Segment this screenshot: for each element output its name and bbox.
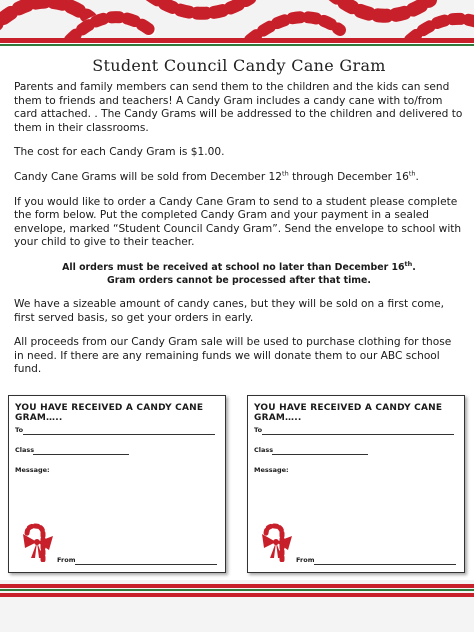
order-instructions-paragraph: If you would like to order a Candy Cane Gram to send to a student please complete the form below. Put the completed Candy Gram and your payment in a sealed envelope, marked “Student Council Candy Gram”. Send the envelope to school with your child to give to their teacher. [14, 195, 462, 249]
from-line[interactable] [75, 564, 217, 565]
header-red-stripe [0, 38, 474, 43]
page-title: Student Council Candy Cane Gram [92, 56, 386, 75]
header-candy-cane-band [0, 0, 474, 38]
footer-red-stripe-2 [0, 593, 474, 597]
message-label: Message: [254, 466, 289, 474]
class-line[interactable] [33, 454, 129, 455]
from-label: From [296, 556, 315, 564]
from-line[interactable] [314, 564, 456, 565]
candy-cane-pattern [0, 0, 474, 38]
bow-icon [262, 534, 292, 558]
sale-dates-paragraph [14, 171, 464, 185]
to-line[interactable] [23, 434, 215, 435]
candy-gram-card-2 [247, 395, 465, 573]
sale-dates-sup-1: th [282, 169, 289, 178]
footer-green-stripe [0, 589, 474, 591]
sale-dates-text-mid: through December 16 [288, 170, 409, 183]
card-heading: YOU HAVE RECEIVED A CANDY CANE GRAM….. [254, 403, 443, 423]
class-label: Class [15, 446, 35, 454]
sale-dates-text-end: . [415, 170, 419, 183]
deadline-text-end: . [412, 261, 416, 273]
to-label: To [15, 426, 24, 434]
card-heading: YOU HAVE RECEIVED A CANDY CANE GRAM….. [15, 403, 204, 423]
deadline-sup: th [404, 259, 413, 268]
availability-paragraph: We have a sizeable amount of candy canes, but they will be sold on a first come, first served basis, so get your orders in early. [14, 297, 445, 324]
deadline-text-second: Gram orders cannot be processed after that time. [107, 274, 371, 286]
to-line[interactable] [262, 434, 454, 435]
intro-paragraph: Parents and family members can send them to the children and the kids can send them to friends and teachers! A Candy Gram includes a candy cane with to/from card attached. . The Candy Grams will be addressed to the children and delivered to them in their classrooms. [14, 81, 463, 134]
sale-dates-sup-2: th [408, 169, 416, 178]
deadline-notice [14, 261, 464, 287]
from-label: From [57, 556, 76, 564]
candy-gram-cards [8, 395, 468, 575]
to-label: To [254, 426, 263, 434]
deadline-text-start: All orders must be received at school no later than December 16 [62, 261, 405, 273]
candy-cane-icon [13, 522, 57, 562]
class-line[interactable] [272, 454, 368, 455]
bow-icon [23, 534, 53, 558]
letter-content [14, 46, 464, 388]
cost-paragraph: The cost for each Candy Gram is $1.00. [14, 146, 225, 159]
footer-red-stripe [0, 584, 474, 588]
message-label: Message: [15, 466, 50, 474]
candy-cane-icon [252, 522, 296, 562]
class-label: Class [254, 446, 274, 454]
proceeds-paragraph: All proceeds from our Candy Gram sale will be used to purchase clothing for those in need. If there are any remaining funds we will donate them to our ABC school fund. [14, 336, 452, 376]
candy-gram-card-1 [8, 395, 226, 573]
sale-dates-text-start: Candy Cane Grams will be sold from December 12 [14, 170, 283, 183]
